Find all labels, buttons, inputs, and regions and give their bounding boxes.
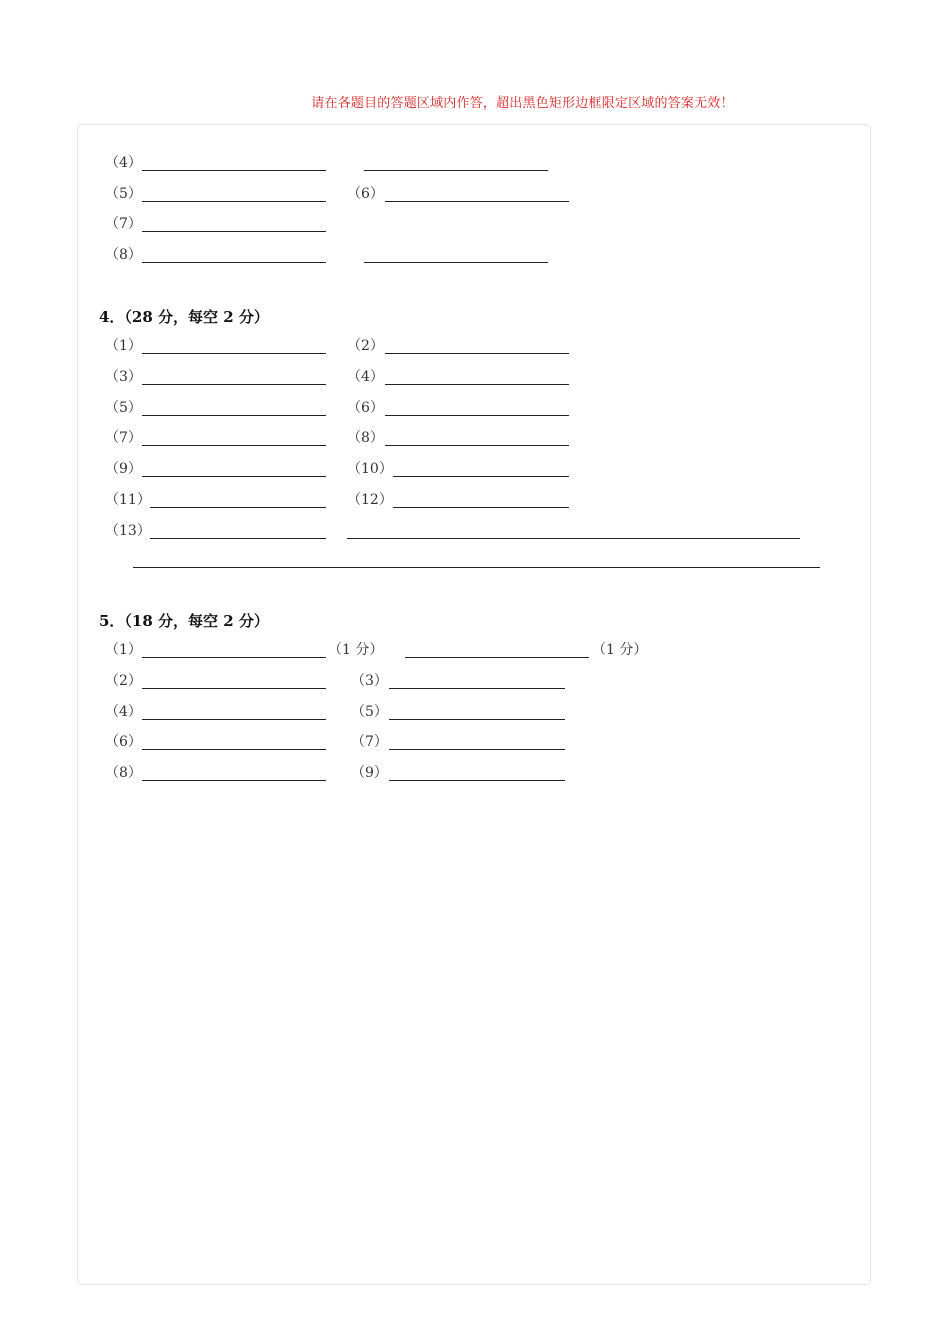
q5-3-blank[interactable] xyxy=(389,688,565,689)
q4-9-label: （9） xyxy=(105,461,142,477)
q3-6-blank[interactable] xyxy=(385,201,569,202)
q4-7-label: （7） xyxy=(105,430,142,446)
q3-5-blank[interactable] xyxy=(142,201,326,202)
q3-4-label: （4） xyxy=(105,155,142,171)
q4-11-label: （11） xyxy=(105,492,151,508)
q4-12-blank[interactable] xyxy=(393,507,569,508)
q5-1-label: （1） xyxy=(105,642,142,658)
q4-8-label: （8） xyxy=(347,430,384,446)
q4-10-blank[interactable] xyxy=(393,476,569,477)
q5-8-blank[interactable] xyxy=(142,780,326,781)
q4-3-blank[interactable] xyxy=(142,384,326,385)
q4-7-blank[interactable] xyxy=(142,445,326,446)
answer-area-notice: 请在各题目的答题区域内作答，超出黑色矩形边框限定区域的答案无效！ xyxy=(311,96,734,111)
q4-3-label: （3） xyxy=(105,369,142,385)
q5-3-label: （3） xyxy=(351,673,388,689)
q4-13-blank-b[interactable] xyxy=(347,538,800,539)
answer-frame xyxy=(77,124,871,1285)
q5-7-blank[interactable] xyxy=(389,749,565,750)
q4-11-blank[interactable] xyxy=(150,507,326,508)
q5-6-blank[interactable] xyxy=(142,749,326,750)
q5-9-label: （9） xyxy=(351,765,388,781)
q4-13-blank-c[interactable] xyxy=(133,567,820,568)
q5-6-label: （6） xyxy=(105,734,142,750)
q3-6-label: （6） xyxy=(347,186,384,202)
section5-title: 5．（18 分，每空 2 分） xyxy=(99,612,269,630)
q4-4-label: （4） xyxy=(347,369,384,385)
q4-1-blank[interactable] xyxy=(142,353,326,354)
q5-4-label: （4） xyxy=(105,704,142,720)
q3-8-blank-b[interactable] xyxy=(364,262,548,263)
q4-2-blank[interactable] xyxy=(385,353,569,354)
q5-1-score-note-a: （1 分） xyxy=(328,642,384,658)
q4-10-label: （10） xyxy=(347,461,393,477)
q3-4-blank-b[interactable] xyxy=(364,170,548,171)
q3-5-label: （5） xyxy=(105,186,142,202)
q4-6-label: （6） xyxy=(347,400,384,416)
q4-13-blank-a[interactable] xyxy=(150,538,326,539)
q3-8-label: （8） xyxy=(105,247,142,263)
q3-7-blank[interactable] xyxy=(142,231,326,232)
q5-2-blank[interactable] xyxy=(142,688,326,689)
q5-7-label: （7） xyxy=(351,734,388,750)
q4-12-label: （12） xyxy=(347,492,393,508)
q5-1-score-note-b: （1 分） xyxy=(592,642,648,658)
q5-9-blank[interactable] xyxy=(389,780,565,781)
q4-5-label: （5） xyxy=(105,400,142,416)
q5-8-label: （8） xyxy=(105,765,142,781)
q4-5-blank[interactable] xyxy=(142,415,326,416)
q3-8-blank-a[interactable] xyxy=(142,262,326,263)
q3-7-label: （7） xyxy=(105,216,142,232)
q5-5-blank[interactable] xyxy=(389,719,565,720)
q3-4-blank-a[interactable] xyxy=(142,170,326,171)
q4-6-blank[interactable] xyxy=(385,415,569,416)
q5-1-blank-a[interactable] xyxy=(142,657,326,658)
q4-13-label: （13） xyxy=(105,523,151,539)
section4-title: 4．（28 分，每空 2 分） xyxy=(99,308,269,326)
q4-9-blank[interactable] xyxy=(142,476,326,477)
q4-1-label: （1） xyxy=(105,338,142,354)
q5-5-label: （5） xyxy=(351,704,388,720)
q4-2-label: （2） xyxy=(347,338,384,354)
q5-4-blank[interactable] xyxy=(142,719,326,720)
q4-4-blank[interactable] xyxy=(385,384,569,385)
q4-8-blank[interactable] xyxy=(385,445,569,446)
q5-2-label: （2） xyxy=(105,673,142,689)
q5-1-blank-b[interactable] xyxy=(405,657,589,658)
